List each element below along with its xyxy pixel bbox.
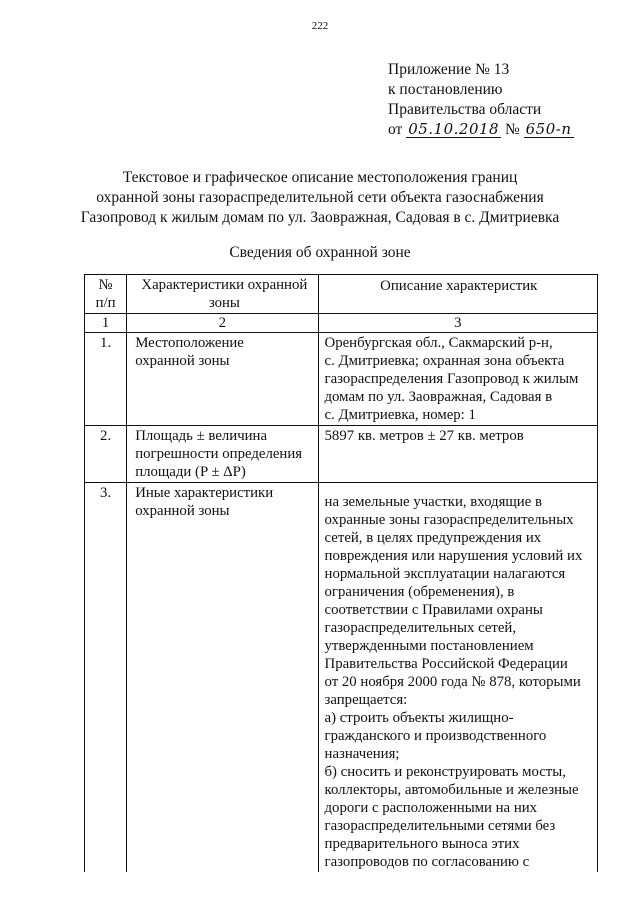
description-line: а) строить объекты жилищно-: [324, 710, 514, 726]
description-line: домам по ул. Заовражная, Садовая в: [324, 389, 553, 405]
row-characteristic: [127, 426, 318, 483]
appendix-date-line: [388, 120, 574, 140]
description-line: газопроводов по согласованию с: [324, 854, 530, 870]
appendix-line-2: к постановлению: [388, 81, 503, 98]
description-line: с. Дмитриевка, номер: 1: [324, 407, 476, 423]
description-line: газораспределения Газопровод к жилым: [324, 371, 579, 387]
characteristic-line: погрешности определения: [135, 446, 303, 462]
handwritten-date: 05.10.2018: [408, 120, 500, 138]
table-header-row: [85, 275, 598, 314]
appendix-line-3: Правительства области: [388, 101, 542, 118]
title-line-1: Текстовое и графическое описание местоположения границ: [122, 169, 518, 186]
description-line: на земельные участки, входящие в: [324, 494, 542, 510]
header-number-line-2: п/п: [95, 295, 116, 311]
appendix-block: [388, 60, 574, 140]
row-number: 1.: [85, 333, 127, 426]
section-subtitle: Сведения об охранной зоне: [229, 244, 411, 261]
characteristic-line: Иные характеристики: [135, 485, 274, 501]
header-characteristic: [127, 275, 318, 314]
row-characteristic: [127, 333, 318, 426]
description-line: коллекторы, автомобильные и железные: [324, 782, 579, 798]
description-line: Правительства Российской Федерации: [324, 656, 568, 672]
description-line: нормальной эксплуатации налагаются: [324, 566, 566, 582]
document-title: [0, 168, 640, 228]
header-number-line-1: №: [98, 277, 113, 293]
description-line: дороги с расположенными на них: [324, 800, 538, 816]
description-line: утвержденными постановлением: [324, 638, 534, 654]
date-prefix: от: [388, 121, 403, 138]
row-description: [318, 426, 597, 483]
description-line: назначения;: [324, 746, 400, 762]
handwritten-number: 650-п: [525, 120, 572, 138]
characteristic-line: Площадь ± величина: [135, 428, 268, 444]
row-number: 2.: [85, 426, 127, 483]
appendix-line-1: Приложение № 13: [388, 61, 510, 78]
description-line: б) сносить и реконструировать мосты,: [324, 764, 566, 780]
description-line: 5897 кв. метров ± 27 кв. метров: [324, 428, 524, 444]
description-line: предварительного выноса этих: [324, 836, 520, 852]
column-number-row: [85, 314, 598, 333]
title-line-2: охранной зоны газораспределительной сети объекта газоснабжения: [96, 189, 544, 206]
description-line: охранные зоны газораспределительных: [324, 512, 574, 528]
column-number-3: 3: [318, 314, 597, 333]
description-line: газораспределительных сетей,: [324, 620, 517, 636]
column-number-1: 1: [85, 314, 127, 333]
header-description-text: Описание характеристик: [380, 278, 538, 294]
description-line: гражданского и производственного: [324, 728, 547, 744]
protection-zone-table: [84, 274, 598, 872]
description-line: сетей, в целях предупреждения их: [324, 530, 542, 546]
table-row: [85, 333, 598, 426]
characteristic-line: площади (P ± ΔP): [135, 464, 246, 480]
row-description: [318, 483, 597, 873]
column-number-2: 2: [127, 314, 318, 333]
characteristic-line: Местоположение: [135, 335, 244, 351]
description-line: запрещается:: [324, 692, 408, 708]
description-line: от 20 ноября 2000 года № 878, которыми: [324, 674, 581, 690]
characteristic-line: охранной зоны: [135, 503, 230, 519]
header-characteristic-line-1: Характеристики охранной: [141, 277, 308, 293]
description-line: газораспределительными сетями без: [324, 818, 556, 834]
row-characteristic: [127, 483, 318, 873]
description-line: Оренбургская обл., Сакмарский р-н,: [324, 335, 553, 351]
description-line: ограничения (обременения), в: [324, 584, 515, 600]
row-description: [318, 333, 597, 426]
table-row: [85, 426, 598, 483]
header-description: [318, 275, 597, 314]
description-line: соответствии с Правилами охраны: [324, 602, 543, 618]
title-line-3: Газопровод к жилым домам по ул. Заовражная, Садовая в с. Дмитриевка: [80, 209, 560, 226]
number-prefix: №: [504, 121, 520, 138]
description-line: повреждения или нарушения условий их: [324, 548, 583, 564]
header-number: [85, 275, 127, 314]
description-line: с. Дмитриевка; охранная зона объекта: [324, 353, 565, 369]
page-number: 222: [311, 20, 329, 32]
table-row: [85, 483, 598, 873]
characteristic-line: охранной зоны: [135, 353, 230, 369]
header-characteristic-line-2: зоны: [208, 295, 240, 311]
row-number: 3.: [85, 483, 127, 873]
